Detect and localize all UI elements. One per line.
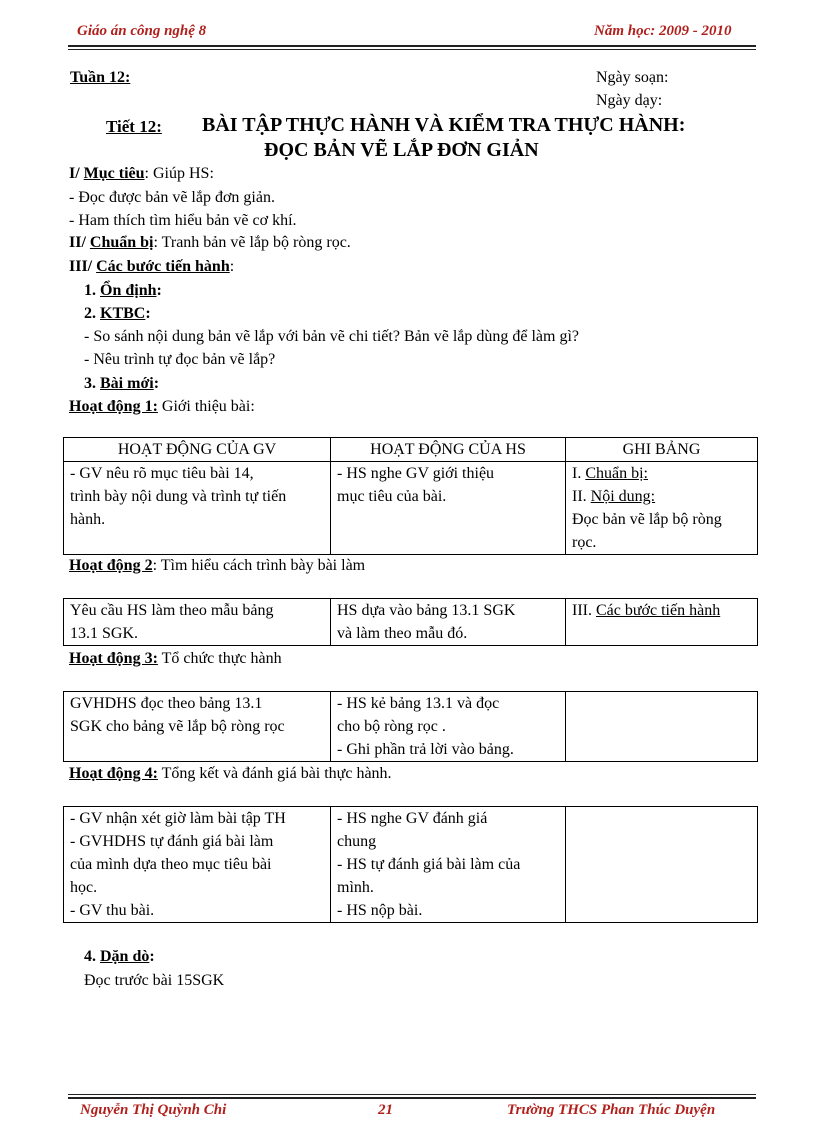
step3-label: Bài mới bbox=[100, 375, 154, 392]
footer-rule-thin bbox=[68, 1094, 756, 1095]
table-row bbox=[64, 599, 758, 646]
lesson-title-line2: ĐỌC BẢN VẼ LẮP ĐƠN GIẢN bbox=[264, 139, 539, 161]
activity2-heading: Hoạt động 2: Tìm hiểu cách trình bày bài làm bbox=[69, 557, 366, 574]
table-row bbox=[64, 807, 758, 923]
ktbc-question: - Nêu trình tự đọc bản vẽ lắp? bbox=[84, 351, 276, 368]
homework-text: Đọc trước bài 15SGK bbox=[84, 972, 225, 989]
step2-heading: 2. KTBC: bbox=[84, 305, 151, 322]
footer-author: Nguyễn Thị Quỳnh Chi bbox=[80, 1102, 227, 1118]
table-activity4 bbox=[63, 806, 758, 923]
header-rule-thin bbox=[68, 49, 756, 50]
objective-item: - Ham thích tìm hiểu bản vẽ cơ khí. bbox=[69, 212, 297, 229]
cell-gv: - GV nêu rõ mục tiêu bài 14, trình bày nội dung và trình tự tiến hành. bbox=[64, 462, 331, 555]
cell-board: I. Chuẩn bị: II. Nội dung: Đọc bản vẽ lắp bộ ròng rọc. bbox=[566, 462, 758, 555]
step1-label: Ổn định bbox=[100, 282, 157, 299]
cell-gv: - GV nhận xét giờ làm bài tập TH - GVHDHS tự đánh giá bài làm của mình dựa theo mục tiêu bài học. - GV thu bài. bbox=[64, 807, 331, 923]
activity1-label: Hoạt động 1: bbox=[69, 398, 158, 415]
date-taught: Ngày dạy: bbox=[596, 92, 663, 109]
activity3-heading: Hoạt động 3: Tổ chức thực hành bbox=[69, 650, 282, 667]
activity2-label: Hoạt động 2 bbox=[69, 557, 153, 574]
header-left: Giáo án công nghệ 8 bbox=[77, 23, 207, 39]
prep-label: Chuẩn bị bbox=[89, 234, 154, 251]
step2-label: KTBC bbox=[100, 305, 146, 322]
ktbc-question: - So sánh nội dung bản vẽ lắp với bản vẽ chi tiết? Bản vẽ lắp dùng để làm gì? bbox=[84, 328, 580, 345]
header-gv: HOẠT ĐỘNG CỦA GV bbox=[64, 438, 331, 462]
cell-board bbox=[566, 692, 758, 762]
table-activity2 bbox=[63, 598, 758, 646]
cell-hs: - HS kẻ bảng 13.1 và đọc cho bộ ròng rọc . - Ghi phần trả lời vào bảng. bbox=[331, 692, 566, 762]
activity4-heading: Hoạt động 4: Tổng kết và đánh giá bài thực hành. bbox=[69, 765, 392, 782]
cell-hs: HS dựa vào bảng 13.1 SGK và làm theo mẫu đó. bbox=[331, 599, 566, 646]
cell-hs: - HS nghe GV đánh giá chung - HS tự đánh giá bài làm của mình. - HS nộp bài. bbox=[331, 807, 566, 923]
steps-label: Các bước tiến hành bbox=[96, 258, 230, 275]
footer-page-number: 21 bbox=[378, 1102, 393, 1118]
lesson-title-line1: BÀI TẬP THỰC HÀNH VÀ KIỂM TRA THỰC HÀNH: bbox=[202, 114, 686, 136]
date-prepared: Ngày soạn: bbox=[596, 69, 669, 86]
footer-school: Trường THCS Phan Thúc Duyện bbox=[507, 1102, 716, 1118]
activity1-heading: Hoạt động 1: Giới thiệu bài: bbox=[69, 398, 255, 415]
cell-gv: GVHDHS đọc theo bảng 13.1 SGK cho bảng vẽ lắp bộ ròng rọc bbox=[64, 692, 331, 762]
lesson-label: Tiết 12: bbox=[106, 117, 162, 136]
table-row bbox=[64, 462, 758, 555]
steps-heading: III/ Các bước tiến hành: bbox=[69, 258, 235, 275]
week-label: Tuần 12: bbox=[70, 69, 131, 86]
table-header-row bbox=[64, 438, 758, 462]
cell-board: III. Các bước tiến hành bbox=[566, 599, 758, 646]
step4-heading: 4. Dặn dò: bbox=[84, 948, 155, 965]
cell-board bbox=[566, 807, 758, 923]
table-row bbox=[64, 692, 758, 762]
step1-heading: 1. Ổn định: bbox=[84, 282, 162, 299]
cell-gv: Yêu cầu HS làm theo mẫu bảng 13.1 SGK. bbox=[64, 599, 331, 646]
objectives-heading: I/ Mục tiêu: Giúp HS: bbox=[69, 165, 214, 182]
header-board: GHI BẢNG bbox=[566, 438, 758, 462]
cell-hs: - HS nghe GV giới thiệu mục tiêu của bài. bbox=[331, 462, 566, 555]
header-hs: HOẠT ĐỘNG CỦA HS bbox=[331, 438, 566, 462]
table-activity1 bbox=[63, 437, 758, 555]
objectives-label: Mục tiêu bbox=[83, 165, 145, 182]
activity3-label: Hoạt động 3: bbox=[69, 650, 158, 667]
activity4-label: Hoạt động 4: bbox=[69, 765, 158, 782]
header-rule bbox=[68, 45, 756, 47]
objective-item: - Đọc được bản vẽ lắp đơn giản. bbox=[69, 189, 275, 206]
prep-heading: II/ Chuẩn bị: Tranh bản vẽ lắp bộ ròng rọc. bbox=[69, 234, 351, 251]
step4-label: Dặn dò bbox=[100, 948, 150, 965]
step3-heading: 3. Bài mới: bbox=[84, 375, 160, 392]
table-activity3 bbox=[63, 691, 758, 762]
header-right: Năm học: 2009 - 2010 bbox=[594, 23, 732, 39]
footer-rule bbox=[68, 1097, 756, 1099]
